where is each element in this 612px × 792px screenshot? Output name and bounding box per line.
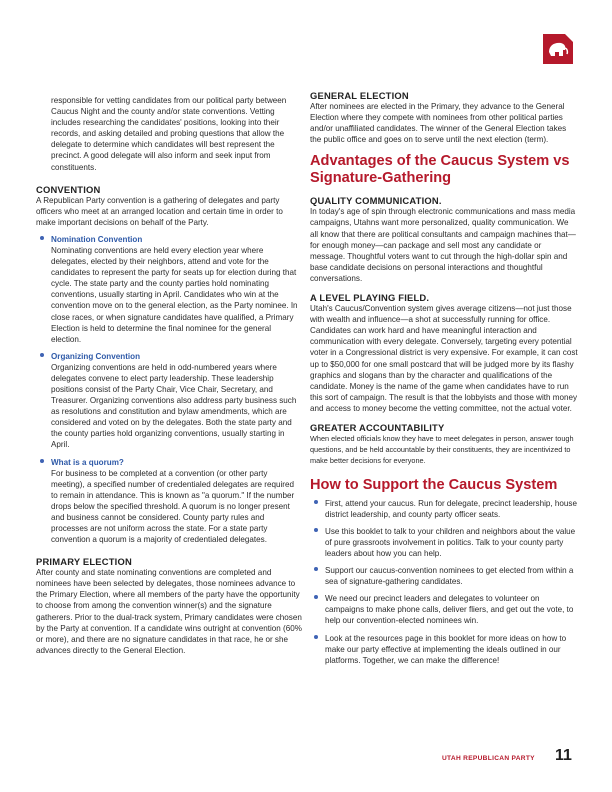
organizing-convention-title: Organizing Convention xyxy=(51,351,141,361)
general-election-body: After nominees are elected in the Primary, they advance to the General Election where they compete with nominees from other political parties and/or unaffiliated candidates. The winner of the General Election takes the public office and goes on to serve until the next election (term). xyxy=(310,102,567,145)
support-title: How to Support the Caucus System xyxy=(310,476,558,493)
organizing-convention-body: Organizing conventions are held in odd-numbered years where delegates convene to elect party leadership. These leadership positions consist of the Party Chair, Vice Chair, Secretary, and Treasurer. Organizing conventions also address party business such as resolutions and constitution and bylaw amendments, which are considered and voted on by the delegates. Both the state party and the county parties hold organizing conventions, usually starting in April. xyxy=(51,362,297,450)
support-item: Use this booklet to talk to your children and neighbors about the value of pure grassroots involvement in politics. Talk to your county party leaders about how you can help. xyxy=(325,526,576,558)
bullet-icon xyxy=(40,459,44,463)
greater-accountability-heading: GREATER ACCOUNTABILITY xyxy=(310,421,445,433)
convention-heading: CONVENTION xyxy=(36,183,101,195)
list-item xyxy=(36,457,302,546)
list-item xyxy=(310,633,578,666)
list-item xyxy=(310,593,578,626)
bullet-icon xyxy=(40,353,44,357)
list-item xyxy=(36,234,302,345)
list-item xyxy=(310,565,578,587)
level-playing-field-heading: A LEVEL PLAYING FIELD. xyxy=(310,292,430,304)
quorum-title: What is a quorum? xyxy=(51,457,124,467)
advantages-title: Advantages of the Caucus System vs Signature-Gathering xyxy=(310,153,570,187)
support-item: First, attend your caucus. Run for delegate, precinct leadership, house district leadership, and county party officer seats. xyxy=(325,498,577,519)
intro-paragraph: responsible for vetting candidates from our political party between Caucus Night and the county and/or state conventions. Vetting includes researching the candidates' positions, looking into their records, and asking detailed and probing questions that allow the delegate to determine which candidates will best represent the precinct. A good delegate will also inform and seek input from constituents. xyxy=(51,96,287,172)
right-column xyxy=(310,90,578,666)
nomination-convention-body: Nominating conventions are held every election year where delegates, elected by their neighbors, attend and vote for the candidates to represent the party for seats up for election during that cycle. The state party and the county parties hold nominating conventions, usually starting in April. Candidates who win at the convention move on to the general election, as the Party nominee. In close races, or when signature candidates have qualified, a Primary Election is held to determine the final nominee for the general election. xyxy=(51,245,298,344)
bullet-icon xyxy=(314,567,318,571)
bullet-icon xyxy=(314,500,318,504)
footer-label: UTAH REPUBLICAN PARTY xyxy=(442,755,535,762)
list-item xyxy=(310,526,578,559)
quorum-body: For business to be completed at a convention (or other party meeting), a specified number of credentialed delegates are required to remain in attendance. This is known as "a quorum." If the number drops below the specified threshold. A quorum is no longer present and business cannot be considered. County party rules and processes are not uniform across the state. For a state party convention a quorum is a majority of credentialed delegates. xyxy=(51,468,295,545)
page-number: 11 xyxy=(555,747,572,764)
quality-communication-body: In today's age of spin through electronic communications and mass media campaigns, Utahns want more personalized, quality communication. We all know that there are political consultants and campaign machines that—for enough money—can package and sell most any candidate or message. Thoughtful voters want to cut through the high-dollar spin and base candidate decisions on personal interactions and thoughtful conversations. xyxy=(310,207,576,283)
list-item xyxy=(36,351,302,451)
convention-body: A Republican Party convention is a gathering of delegates and party officers who meet at an arranged location and certain time in order to make important decisions on behalf of the Party. xyxy=(36,195,283,227)
quality-communication-heading: QUALITY COMMUNICATION. xyxy=(310,195,442,207)
bullet-icon xyxy=(40,236,44,240)
level-playing-field-body: Utah's Caucus/Convention system gives average citizens—not just those with wealth and influence—a shot at successfully running for office. Candidates can work hard and have meaningful interaction and communication with every delegate. Conversely, targeting every potential voter in a Congressional district is very expensive. For example, it can cost up to $50,000 for one small postcard that will be judged more by its flashy graphics and slogans than by the character and qualifications of the candidate. Money is the name of the game when candidates have to run this sort of campaign. The result is that the lobbyists and those with money and access to money become the vetting committee, not the actual voter. xyxy=(310,304,578,413)
bullet-icon xyxy=(314,595,318,599)
primary-election-body: After county and state nominating conventions are completed and nominees have been selected by delegates, those nominees advance to the Primary Election, where all members of the party have the opportunity to choose from among the convention winner(s) and the signature gatherers. Prior to the dual-track system, Primary candidates were chosen by the Party at convention. If a candidate wins outright at convention (60% or more), and there are no signature candidates in that race, he or she advances directly to the General Election. xyxy=(36,568,302,655)
bullet-icon xyxy=(314,635,318,639)
list-item xyxy=(310,498,578,520)
support-item: We need our precinct leaders and delegates to volunteer on campaigns to make phone calls, deliver fliers, and get out the vote, to help our convention-elected nominees win. xyxy=(325,594,574,626)
primary-election-heading: PRIMARY ELECTION xyxy=(36,556,132,568)
general-election-heading: GENERAL ELECTION xyxy=(310,90,409,101)
support-item: Support our caucus-convention nominees to get elected from within a sea of signature-gathering candidates. xyxy=(325,566,574,587)
left-column xyxy=(36,95,302,656)
support-item: Look at the resources page in this booklet for more ideas on how to make our party effective at implementing the ideals outlined in our platforms. Together, we can make the difference! xyxy=(325,633,567,665)
nomination-convention-title: Nomination Convention xyxy=(51,234,143,244)
bullet-icon xyxy=(314,528,318,532)
greater-accountability-body: When elected officials know they have to meet delegates in person, answer tough questions, and be held accountable by their constituents, they are incentivized to make better decisions for everyone. xyxy=(310,433,574,466)
elephant-logo-icon xyxy=(543,34,573,64)
